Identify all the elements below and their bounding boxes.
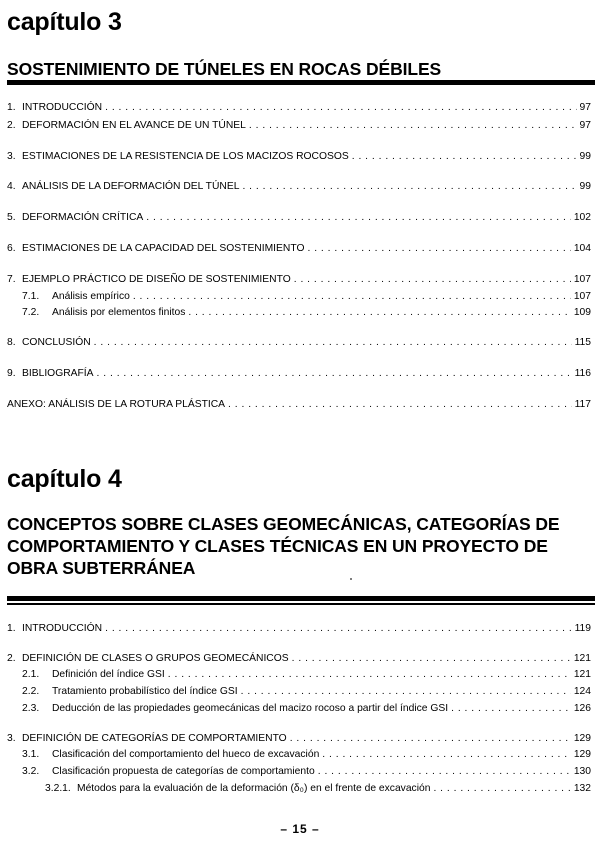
toc-entry[interactable] [7, 336, 591, 349]
toc-entry-number: 2.3. [22, 703, 40, 714]
toc-leader-dots [292, 652, 571, 665]
page-number: – 15 – [280, 822, 320, 836]
toc-entry-number: 2.2. [22, 686, 40, 697]
toc-entry-title: Métodos para la evaluación de la deformación (δ₀) en el frente de excavación [77, 783, 431, 794]
toc-entry[interactable] [7, 273, 591, 286]
toc-leader-dots [168, 668, 571, 681]
toc-entry[interactable] [7, 732, 591, 745]
toc-entry[interactable] [7, 150, 591, 163]
toc-entry-number: 3.1. [22, 749, 40, 760]
toc-entry-title: DEFINICIÓN DE CLASES O GRUPOS GEOMECÁNICOS [22, 653, 289, 664]
toc-entry-number: 2. [7, 653, 16, 664]
toc-entry[interactable] [7, 119, 591, 132]
toc-entry-title: DEFINICIÓN DE CATEGORÍAS DE COMPORTAMIENTO [22, 733, 287, 744]
toc-leader-dots [188, 306, 570, 319]
toc-entry-number: 3. [7, 151, 16, 162]
toc-entry-page: 129 [573, 749, 591, 760]
toc-entry-title: DEFORMACIÓN EN EL AVANCE DE UN TÚNEL [22, 120, 246, 131]
toc-entry-number: 1. [7, 623, 16, 634]
toc-subentry[interactable] [7, 702, 591, 715]
toc-subentry[interactable] [7, 668, 591, 681]
toc-leader-dots [249, 119, 577, 132]
toc-entry-title: INTRODUCCIÓN [22, 102, 103, 113]
toc-subentry[interactable] [7, 765, 591, 778]
toc-entry-page: 115 [574, 337, 591, 348]
chapter-3-rule [7, 80, 595, 85]
toc-entry-number: 3.2.1. [45, 783, 71, 794]
toc-subentry[interactable] [7, 748, 591, 761]
toc-entry-title: Clasificación propuesta de categorías de comportamiento [52, 766, 315, 777]
toc-leader-dots [228, 398, 572, 411]
toc-subentry[interactable] [7, 290, 591, 303]
toc-leader-dots [290, 732, 571, 745]
toc-subsubentry[interactable] [7, 782, 591, 795]
toc-entry-page: 121 [573, 653, 591, 664]
toc-entry-page: 132 [573, 783, 591, 794]
toc-entry-number: 6. [7, 243, 16, 254]
toc-entry[interactable] [7, 211, 591, 224]
toc-entry[interactable] [7, 242, 591, 255]
toc-entry-title: Deducción de las propiedades geomecánicas del macizo rocoso a partir del índice GSI [52, 703, 449, 714]
chapter-3-title: SOSTENIMIENTO DE TÚNELES EN ROCAS DÉBILES [7, 59, 442, 79]
toc-leader-dots [105, 101, 576, 114]
toc-entry[interactable] [7, 652, 591, 665]
toc-entry-number: 2. [7, 120, 16, 131]
toc-entry-number: 7. [7, 274, 16, 285]
toc-entry-number: 5. [7, 212, 16, 223]
toc-entry-title: INTRODUCCIÓN [22, 623, 103, 634]
toc-subentry[interactable] [7, 685, 591, 698]
toc-entry-title: BIBLIOGRAFÍA [22, 368, 94, 379]
toc-entry-page: 126 [573, 703, 591, 714]
toc-leader-dots [241, 685, 571, 698]
toc-entry-annex[interactable] [7, 398, 591, 411]
toc-entry-title: ESTIMACIONES DE LA RESISTENCIA DE LOS MACIZOS ROCOSOS [22, 151, 349, 162]
toc-entry-number: 2.1. [22, 669, 40, 680]
toc-entry-page: 107 [573, 291, 591, 302]
toc-leader-dots [352, 150, 577, 163]
toc-leader-dots [94, 336, 572, 349]
toc-leader-dots [318, 765, 571, 778]
toc-entry-page: 129 [573, 733, 591, 744]
chapter-4-title-line: COMPORTAMIENTO Y CLASES TÉCNICAS EN UN PROYECTO DE [7, 536, 548, 556]
chapter-4-rule [7, 596, 595, 601]
toc-entry[interactable] [7, 101, 591, 114]
toc-entry-title: Tratamiento probabilístico del índice GSI [52, 686, 238, 697]
toc-entry-title: CONCLUSIÓN [22, 337, 91, 348]
toc-entry-page: 117 [574, 399, 591, 410]
chapter-4-rule-thin [7, 603, 595, 605]
toc-entry[interactable] [7, 622, 591, 635]
toc-entry-title: DEFORMACIÓN CRÍTICA [22, 212, 144, 223]
toc-entry-title: EJEMPLO PRÁCTICO DE DISEÑO DE SOSTENIMIENTO [22, 274, 291, 285]
toc-entry-title: Clasificación del comportamiento del hueco de excavación [52, 749, 320, 760]
toc-entry-number: 1. [7, 102, 16, 113]
toc-entry-page: 109 [573, 307, 591, 318]
chapter-3-label: capítulo 3 [7, 8, 122, 36]
chapter-4-title-line: OBRA SUBTERRÁNEA [7, 558, 196, 578]
toc-entry[interactable] [7, 367, 591, 380]
toc-leader-dots [433, 782, 570, 795]
toc-entry-page: 124 [573, 686, 591, 697]
toc-entry-page: 119 [574, 623, 591, 634]
toc-entry-title: Análisis empírico [52, 291, 130, 302]
toc-entry-page: 104 [573, 243, 591, 254]
toc-entry-title: ESTIMACIONES DE LA CAPACIDAD DEL SOSTENIMIENTO [22, 243, 305, 254]
toc-entry-page: 99 [579, 181, 591, 192]
toc-leader-dots [307, 242, 570, 255]
toc-leader-dots [322, 748, 571, 761]
chapter-4-title [7, 513, 597, 579]
toc-entry-page: 102 [573, 212, 591, 223]
toc-entry-page: 99 [579, 151, 591, 162]
toc-leader-dots [451, 702, 571, 715]
toc-leader-dots [146, 211, 571, 224]
scan-speck [350, 578, 352, 580]
toc-entry-page: 121 [573, 669, 591, 680]
toc-entry-title: Análisis por elementos finitos [52, 307, 186, 318]
toc-leader-dots [105, 622, 571, 635]
toc-entry-title: ANÁLISIS DE LA DEFORMACIÓN DEL TÚNEL [22, 181, 240, 192]
toc-entry-number: 7.2. [22, 307, 40, 318]
toc-entry-number: 7.1. [22, 291, 40, 302]
toc-entry-page: 107 [573, 274, 591, 285]
toc-entry-number: 8. [7, 337, 16, 348]
toc-leader-dots [294, 273, 571, 286]
toc-entry[interactable] [7, 180, 591, 193]
toc-entry-title: ANEXO: ANÁLISIS DE LA ROTURA PLÁSTICA [7, 399, 226, 410]
toc-subentry[interactable] [7, 306, 591, 319]
chapter-4-title-line: CONCEPTOS SOBRE CLASES GEOMECÁNICAS, CATEGORÍAS DE [7, 514, 560, 534]
toc-entry-number: 9. [7, 368, 16, 379]
toc-entry-page: 116 [574, 368, 591, 379]
toc-entry-title: Definición del índice GSI [52, 669, 165, 680]
toc-entry-number: 3.2. [22, 766, 40, 777]
toc-entry-page: 130 [573, 766, 591, 777]
toc-leader-dots [133, 290, 571, 303]
chapter-4-label: capítulo 4 [7, 465, 122, 493]
toc-entry-number: 3. [7, 733, 16, 744]
toc-entry-page: 97 [579, 120, 591, 131]
toc-entry-number: 4. [7, 181, 16, 192]
toc-leader-dots [242, 180, 576, 193]
toc-leader-dots [97, 367, 572, 380]
toc-entry-page: 97 [579, 102, 591, 113]
